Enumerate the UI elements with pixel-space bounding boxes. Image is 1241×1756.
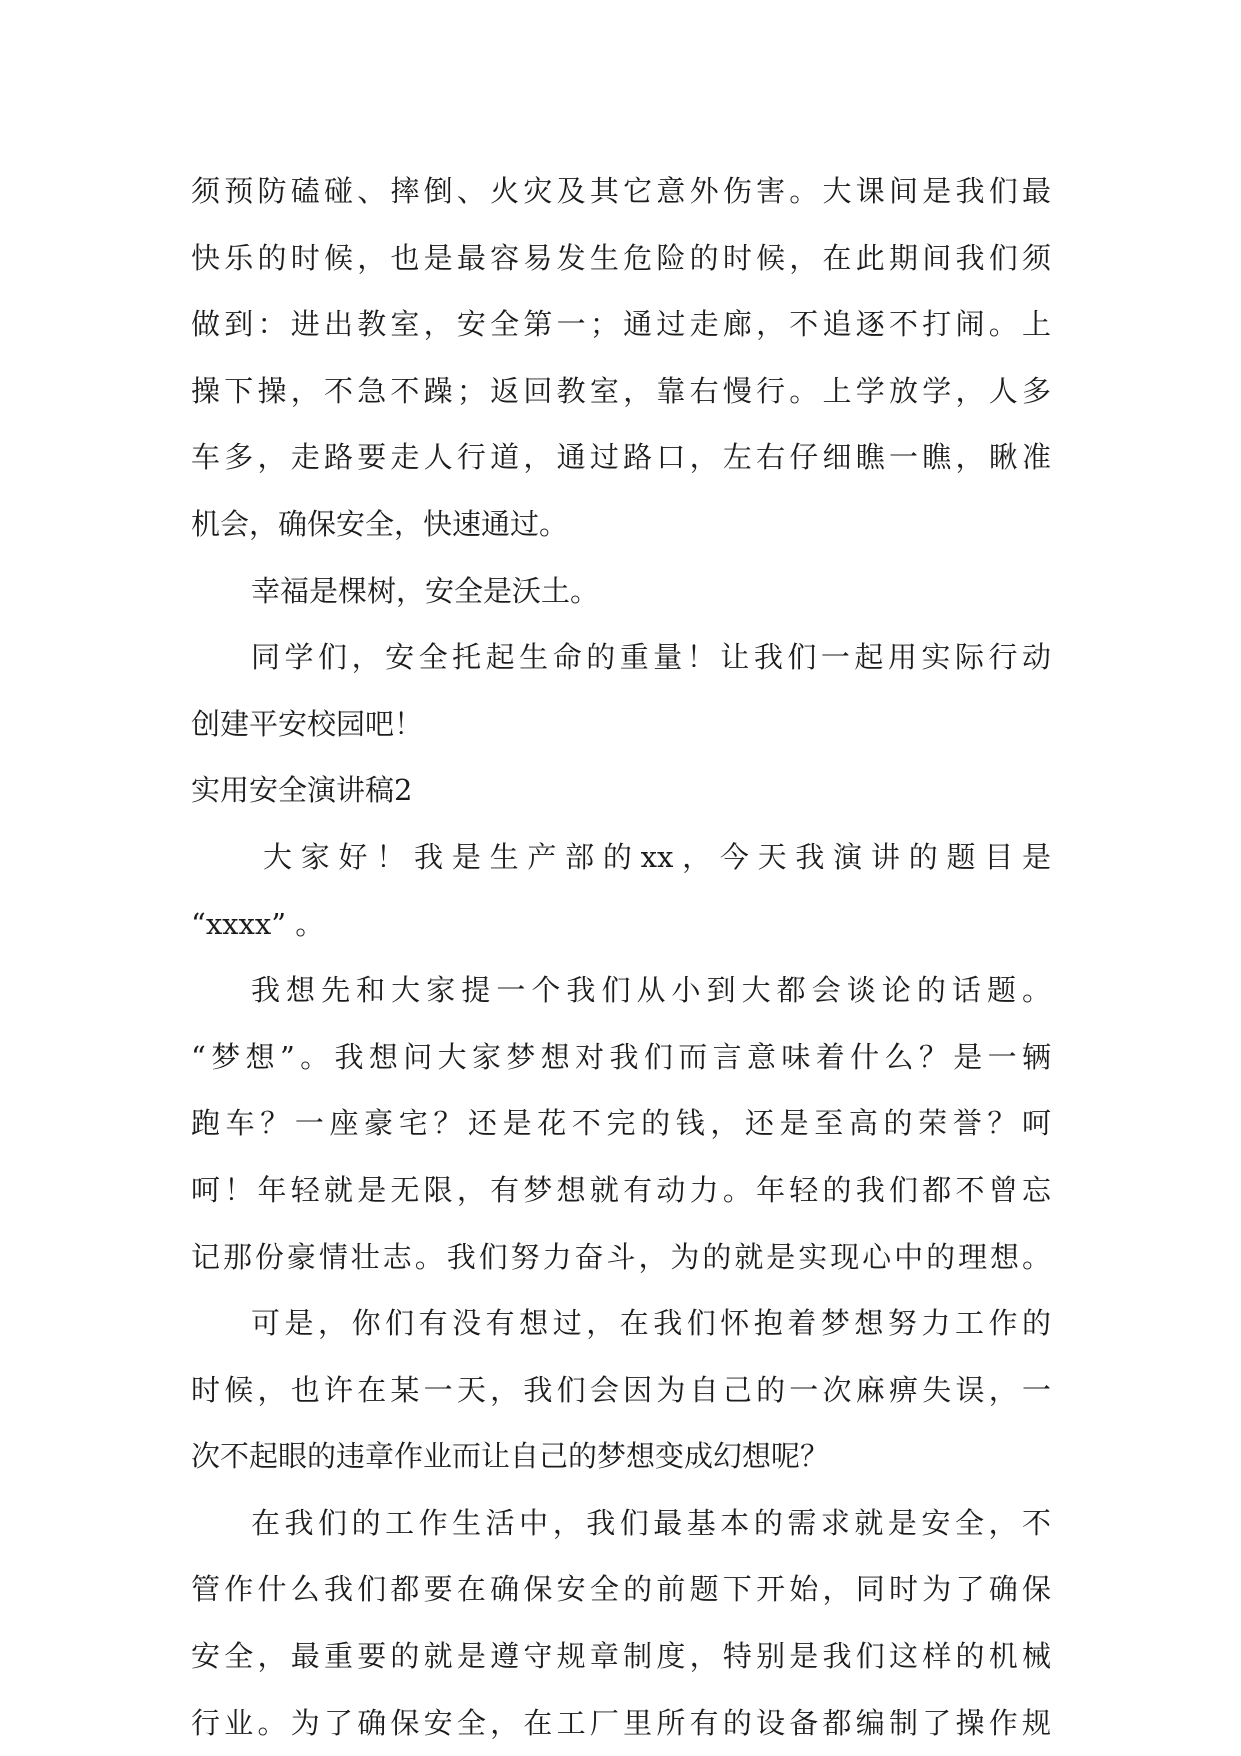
text-line: 跑车？一座豪宅？还是花不完的钱，还是至高的荣誉？呵 xyxy=(191,1106,1051,1141)
document-body xyxy=(191,158,1051,1756)
text-line: 创建平安校园吧！ xyxy=(191,706,424,741)
text-line: “梦想”。我想问大家梦想对我们而言意味着什么？是一辆 xyxy=(191,1039,1051,1074)
text-line: 大家好！我是生产部的xx，今天我演讲的题目是 xyxy=(263,839,1051,874)
text-line: 须预防磕碰、摔倒、火灾及其它意外伤害。大课间是我们最 xyxy=(191,174,1051,208)
text-line: 次不起眼的违章作业而让自己的梦想变成幻想呢？ xyxy=(191,1439,830,1474)
paragraph-greeting xyxy=(191,824,1051,957)
text-line: “xxxx” 。 xyxy=(191,906,325,941)
paragraph xyxy=(191,1290,1051,1490)
text-line: 同学们，安全托起生命的重量！让我们一起用实际行动 xyxy=(251,640,1051,675)
text-line: 在我们的工作生活中，我们最基本的需求就是安全，不 xyxy=(251,1505,1051,1540)
heading-text: 实用安全演讲稿2 xyxy=(191,773,413,808)
text-line: 安全，最重要的就是遵守规章制度，特别是我们这样的机械 xyxy=(191,1639,1051,1674)
paragraph xyxy=(191,624,1051,757)
text-line: 我想先和大家提一个我们从小到大都会谈论的话题。 xyxy=(251,973,1051,1008)
paragraph-continuation xyxy=(191,158,1051,558)
text-line: 记那份豪情壮志。我们努力奋斗，为的就是实现心中的理想。 xyxy=(191,1239,1051,1274)
text-line: 管作什么我们都要在确保安全的前题下开始，同时为了确保 xyxy=(191,1572,1051,1607)
text-line: 行业。为了确保安全，在工厂里所有的设备都编制了操作规 xyxy=(191,1705,1051,1740)
text-line: 快乐的时候，也是最容易发生危险的时候，在此期间我们须 xyxy=(191,240,1051,275)
text-line: 操下操，不急不躁；返回教室，靠右慢行。上学放学，人多 xyxy=(191,373,1051,408)
section-heading xyxy=(191,757,1051,824)
text-line: 做到：进出教室，安全第一；通过走廊，不追逐不打闹。上 xyxy=(191,307,1051,342)
text-line: 幸福是棵树，安全是沃土。 xyxy=(251,573,600,608)
text-line: 车多，走路要走人行道，通过路口，左右仔细瞧一瞧，瞅准 xyxy=(191,440,1051,475)
paragraph xyxy=(191,558,1051,625)
text-line: 时候，也许在某一天，我们会因为自己的一次麻痹失误，一 xyxy=(191,1372,1051,1407)
text-line: 可是，你们有没有想过，在我们怀抱着梦想努力工作的 xyxy=(251,1306,1051,1341)
text-line: 呵！年轻就是无限，有梦想就有动力。年轻的我们都不曾忘 xyxy=(191,1172,1051,1207)
text-line: 机会，确保安全，快速通过。 xyxy=(191,506,569,541)
paragraph xyxy=(191,957,1051,1290)
paragraph xyxy=(191,1490,1051,1756)
